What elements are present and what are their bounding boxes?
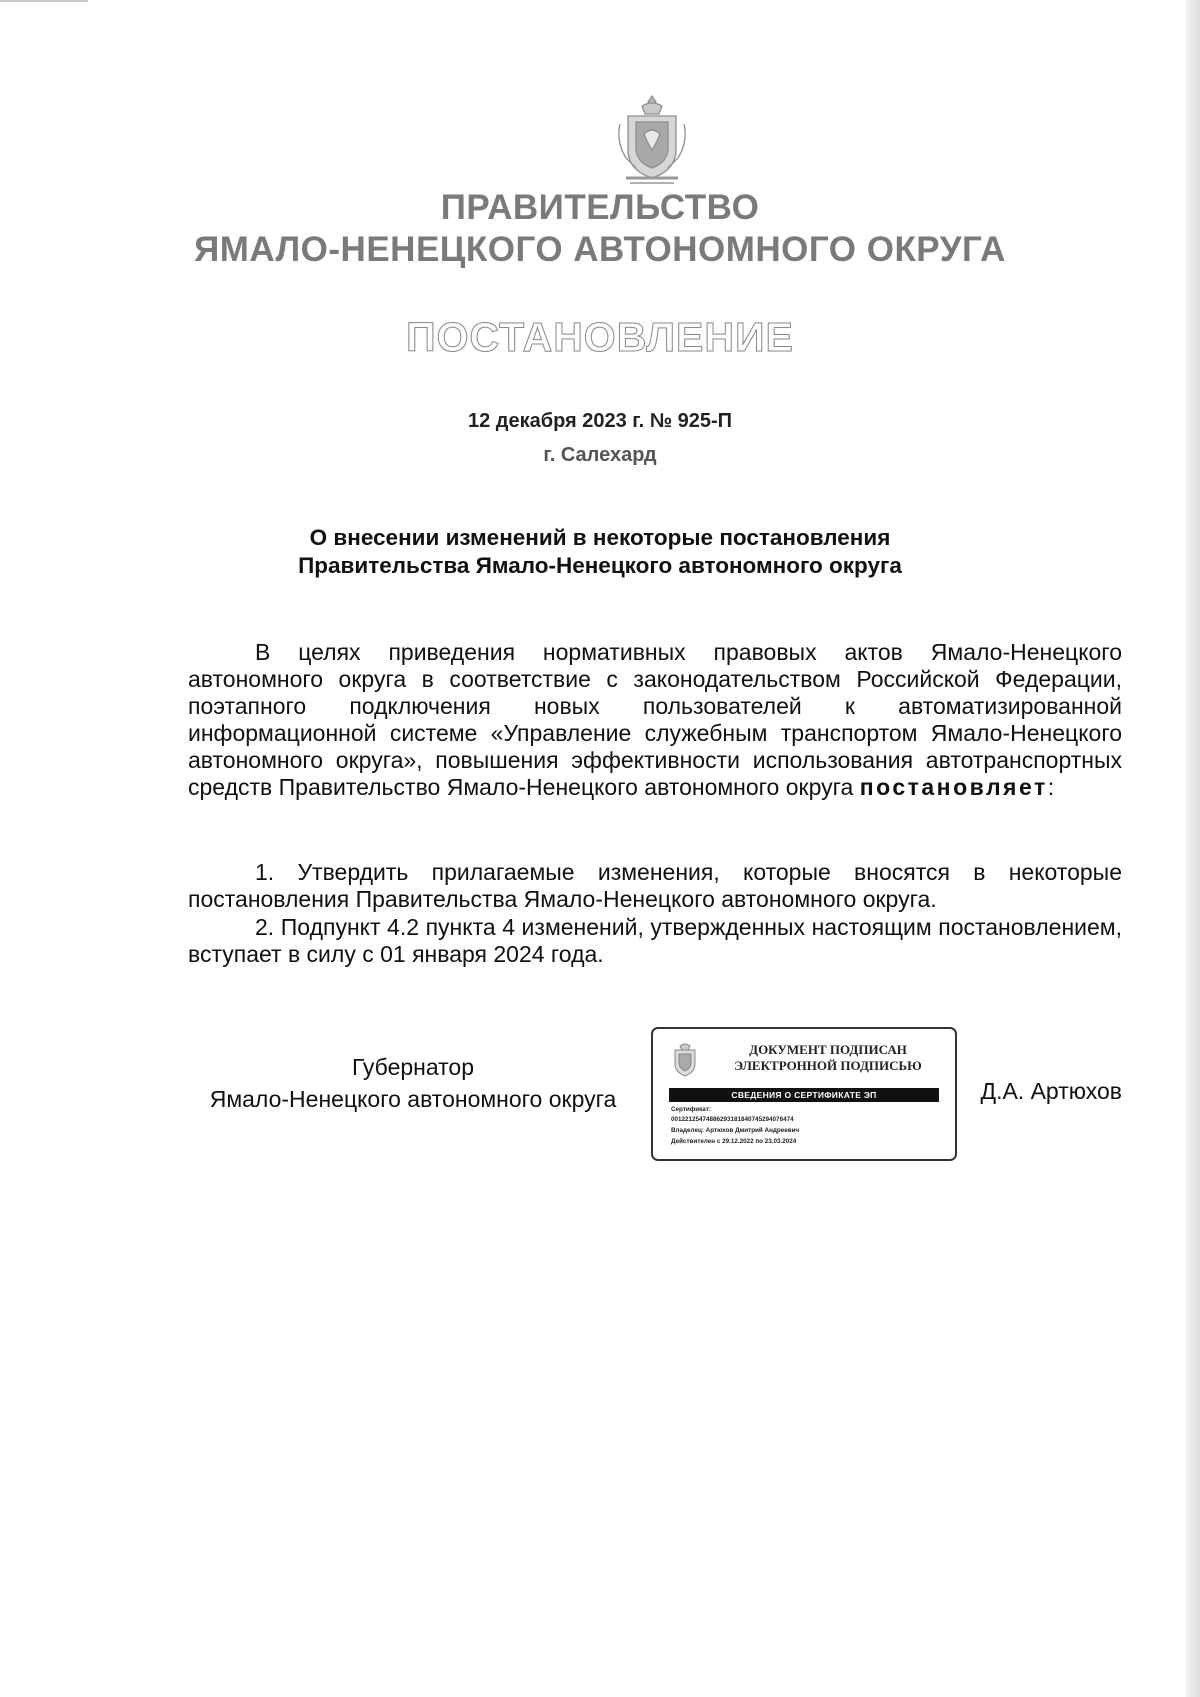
document-subject-line2: Правительства Ямало-Ненецкого автономного округа [298, 553, 902, 578]
stamp-title [713, 1042, 943, 1074]
government-title-line1: ПРАВИТЕЛЬСТВО [440, 188, 760, 227]
preamble-paragraph [188, 639, 1122, 801]
resolution-item-2: 2. Подпункт 4.2 пункта 4 изменений, утвержденных настоящим постановлением, вступает в силу с 01 января 2024 года. [188, 914, 1122, 967]
preamble-text: В целях приведения нормативных правовых актов Ямало-Ненецкого автономного округа в соответствие с законодательством Российской Федерации, поэтапного подключения новых пользователей к автоматизированной информационной системе «Управление служебным транспортом Ямало-Ненецкого автономного округа», повышения эффективности использования автотранспортных средств Правительство Ямало-Ненецкого автономного округа [188, 639, 1122, 800]
stamp-certificate-number: 00122125474886293181840745294076474 [671, 1116, 794, 1123]
scan-edge-mark [0, 0, 88, 2]
stamp-owner: Владелец: Артюхов Дмитрий Андреевич [671, 1127, 800, 1134]
signatory-position [188, 1051, 638, 1115]
signatory-position-line1: Губернатор [351, 1054, 475, 1080]
stamp-emblem-icon [669, 1040, 701, 1078]
stamp-title-line2: ЭЛЕКТРОННОЙ ПОДПИСЬЮ [734, 1058, 922, 1073]
stamp-certificate-label: Сертификат: [671, 1106, 711, 1113]
stamp-validity: Действителен с 29.12.2022 по 23.03.2024 [671, 1138, 797, 1145]
resolution-item-1: 1. Утвердить прилагаемые изменения, которые вносятся в некоторые постановления Правительства Ямало-Ненецкого автономного округа. [188, 859, 1122, 912]
signatory-position-line2: Ямало-Ненецкого автономного округа [209, 1086, 617, 1112]
electronic-signature-stamp [651, 1027, 957, 1161]
scan-edge-shadow [1186, 0, 1200, 1697]
document-city: г. Салехард [543, 444, 657, 466]
document-subject-line1: О внесении изменений в некоторые постановления [309, 525, 891, 550]
resolves-colon: : [1047, 774, 1055, 800]
signatory-name: Д.А. Артюхов [980, 1078, 1122, 1104]
resolves-word: постановляет [859, 774, 1048, 800]
coat-of-arms-icon [612, 90, 692, 186]
document-date-number: 12 декабря 2023 г. № 925-П [467, 410, 733, 432]
stamp-certificate-bar: СВЕДЕНИЯ О СЕРТИФИКАТЕ ЭП [669, 1088, 939, 1102]
stamp-title-line1: ДОКУМЕНТ ПОДПИСАН [749, 1042, 907, 1057]
document-type-title: ПОСТАНОВЛЕНИЕ [406, 314, 794, 360]
government-title-line2: ЯМАЛО-НЕНЕЦКОГО АВТОНОМНОГО ОКРУГА [194, 230, 1006, 269]
